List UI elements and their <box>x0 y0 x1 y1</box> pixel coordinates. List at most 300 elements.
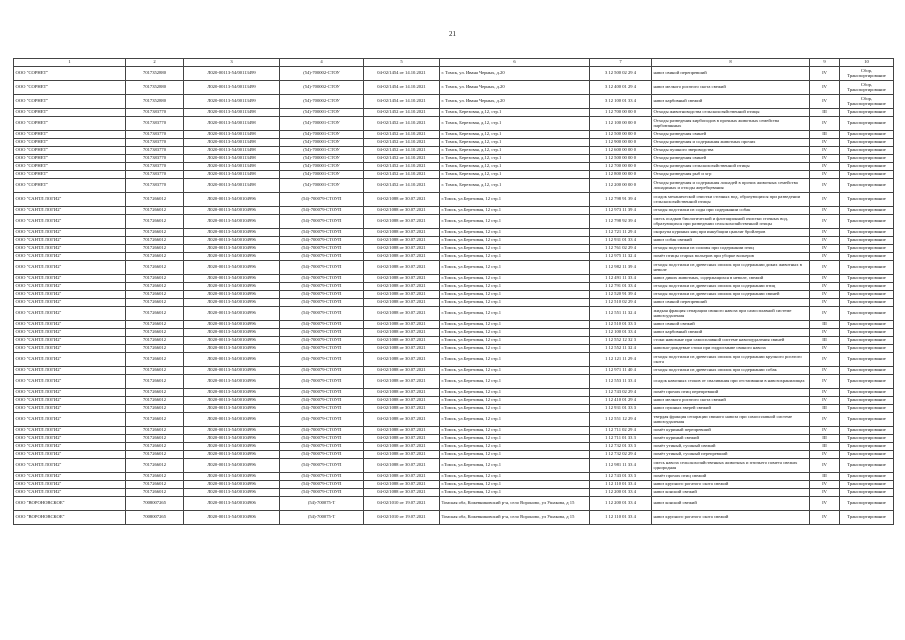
inn-cell: 7008007265 <box>126 497 184 511</box>
address-cell: г.Томск, ул.Березовая, 12 стр.1 <box>440 207 590 215</box>
license-number-cell: Л020-00113-54/00104996 <box>184 353 280 367</box>
order-cell: 04-02/1088 от 30.07.2021 <box>364 245 440 253</box>
org-name-cell: ООО "САНТЛ ЛОГИ2" <box>14 245 126 253</box>
hazard-class-cell: IV <box>810 261 840 275</box>
address-cell: г. Томск, Березовая, д.12, стр.1 <box>440 117 590 131</box>
fkko-code-cell: 1 12 520 91 39 4 <box>590 291 652 299</box>
hazard-class-cell: III <box>810 405 840 413</box>
column-number-cell: 9 <box>810 59 840 67</box>
fkko-code-cell: 1 12 110 01 33 4 <box>590 481 652 489</box>
registry-number-cell: (54)-700001-СТОУ <box>280 179 364 193</box>
order-cell: 04-02/1088 от 30.07.2021 <box>364 367 440 375</box>
table-body <box>14 59 894 525</box>
table-row <box>14 193 894 207</box>
order-cell: 04-02/1452 от 14.10.2021 <box>364 155 440 163</box>
inn-cell: 7017383770 <box>126 139 184 147</box>
order-cell: 04-02/1088 от 30.07.2021 <box>364 435 440 443</box>
table-row <box>14 163 894 171</box>
fkko-code-cell: 1 12 551 11 32 4 <box>590 307 652 321</box>
order-cell: 04-02/1452 от 14.10.2021 <box>364 171 440 179</box>
order-cell: 04-02/1088 от 30.07.2021 <box>364 207 440 215</box>
inn-cell: 7017383770 <box>126 155 184 163</box>
hazard-class-cell: IV <box>810 95 840 109</box>
hazard-class-cell: III <box>810 473 840 481</box>
address-cell: г.Томск, ул.Березовая, 12 стр.1 <box>440 481 590 489</box>
license-number-cell: Л020-00113-54/00104996 <box>184 451 280 459</box>
hazard-class-cell: III <box>810 337 840 345</box>
license-number-cell: Л020-00113-54/00104996 <box>184 229 280 237</box>
order-cell: 04-02/1452 от 14.10.2021 <box>364 109 440 117</box>
license-number-cell: Л020-00113-54/00104996 <box>184 245 280 253</box>
table-row <box>14 253 894 261</box>
table-row <box>14 367 894 375</box>
table-row <box>14 481 894 489</box>
hazard-class-cell: IV <box>810 207 840 215</box>
waste-name-cell: навоз пушных зверей свежий <box>652 405 810 413</box>
activity-cell: Транспортирование <box>840 117 894 131</box>
org-name-cell: ООО "САНТЛ ЛОГИ2" <box>14 489 126 497</box>
order-cell: 04-02/1088 от 30.07.2021 <box>364 473 440 481</box>
license-number-cell: Л020-00113-54/00104996 <box>184 329 280 337</box>
org-name-cell: ООО "САНТЛ ЛОГИ2" <box>14 397 126 405</box>
order-cell: 04-02/1088 от 30.07.2021 <box>364 237 440 245</box>
inn-cell: 7017266012 <box>126 345 184 353</box>
table-row <box>14 473 894 481</box>
waste-name-cell: навоз свиной свежий <box>652 321 810 329</box>
registry-number-cell: (54)-700079-СТОУП <box>280 207 364 215</box>
inn-cell: 7017266012 <box>126 207 184 215</box>
registry-number-cell: (54)-700079-СТОУП <box>280 353 364 367</box>
org-name-cell: ООО "САНТЛ ЛОГИ2" <box>14 481 126 489</box>
license-number-cell: Л020-00113-54/00104996 <box>184 473 280 481</box>
hazard-class-cell: IV <box>810 117 840 131</box>
activity-cell: Транспортирование <box>840 163 894 171</box>
table-row <box>14 299 894 307</box>
org-name-cell: ООО "САНТЛ ЛОГИ2" <box>14 443 126 451</box>
activity-cell: Транспортирование <box>840 193 894 207</box>
fkko-code-cell: 1 12 510 02 29 4 <box>590 299 652 307</box>
registry-number-cell: (54)-700001-СТОУ <box>280 155 364 163</box>
waste-name-cell: Отходы разведения и содержания лошадей в прочих животных семейства лошадиных и отходы жеребцевания <box>652 179 810 193</box>
fkko-code-cell: 1 12 700 00 00 0 <box>590 109 652 117</box>
column-number-cell: 2 <box>126 59 184 67</box>
license-number-cell: Л020-00113-54/00113499 <box>184 81 280 95</box>
inn-cell: 7017266012 <box>126 375 184 389</box>
fkko-code-cell: 1 12 743 02 29 4 <box>590 389 652 397</box>
address-cell: г.Томск, ул.Березовая, 12 стр.1 <box>440 307 590 321</box>
address-cell: г.Томск, ул.Березовая, 12 стр.1 <box>440 291 590 299</box>
activity-cell: Транспортирование <box>840 299 894 307</box>
table-row <box>14 459 894 473</box>
hazard-class-cell: IV <box>810 193 840 207</box>
waste-name-cell: Отходы разведения сельскохозяйственной птицы <box>652 163 810 171</box>
inn-cell: 7017266012 <box>126 321 184 329</box>
org-name-cell: ООО "САНТЛ ЛОГИ2" <box>14 229 126 237</box>
waste-name-cell: осадок механической очистки сточных вод, образующихся при разведении сельскохозяйственной птицы <box>652 193 810 207</box>
column-number-cell: 6 <box>440 59 590 67</box>
activity-cell: Транспортирование <box>840 253 894 261</box>
registry-number-cell: (54)-700079-СТОУП <box>280 253 364 261</box>
table-row <box>14 109 894 117</box>
license-number-cell: Л020-00113-54/00104996 <box>184 207 280 215</box>
license-number-cell: Л020-00113-54/00104996 <box>184 427 280 435</box>
org-name-cell: ООО "САНТЛ ЛОГИ2" <box>14 353 126 367</box>
activity-cell: Сбор, Транспортирование <box>840 95 894 109</box>
table-row <box>14 389 894 397</box>
activity-cell: Транспортирование <box>840 397 894 405</box>
hazard-class-cell: IV <box>810 427 840 435</box>
hazard-class-cell: IV <box>810 67 840 81</box>
waste-name-cell: навоз мелкого рогатого скота свежий <box>652 397 810 405</box>
column-number-cell: 8 <box>652 59 810 67</box>
waste-name-cell: Отходы разведения свиней <box>652 155 810 163</box>
registry-number-cell: (54)-700079-СТОУП <box>280 375 364 389</box>
order-cell: 04-02/1452 от 14.10.2021 <box>364 139 440 147</box>
page-number: 21 <box>449 30 456 38</box>
activity-cell: Транспортирование <box>840 329 894 337</box>
license-number-cell: Л020-00113-54/00113498 <box>184 109 280 117</box>
inn-cell: 7017266012 <box>126 443 184 451</box>
inn-cell: 7017383770 <box>126 171 184 179</box>
registry-number-cell: (54)-700001-СТОУ <box>280 163 364 171</box>
table-row <box>14 375 894 389</box>
order-cell: 04-02/1088 от 30.07.2021 <box>364 443 440 451</box>
waste-name-cell: навоз мелкого рогатого скота свежий <box>652 81 810 95</box>
order-cell: 04-02/1452 от 14.10.2021 <box>364 163 440 171</box>
hazard-class-cell: IV <box>810 147 840 155</box>
waste-name-cell: навоз диких животных, содержащихся в неволе, свежий <box>652 275 810 283</box>
inn-cell: 7017266012 <box>126 353 184 367</box>
order-cell: 04-02/1088 от 30.07.2021 <box>364 329 440 337</box>
hazard-class-cell: IV <box>810 389 840 397</box>
org-name-cell: ООО "САНТЛ ЛОГИ2" <box>14 329 126 337</box>
table-row <box>14 321 894 329</box>
activity-cell: Транспортирование <box>840 353 894 367</box>
license-number-cell: Л020-00113-54/00104996 <box>184 367 280 375</box>
org-name-cell: ООО "САНТЛ ЛОГИ2" <box>14 337 126 345</box>
table-row <box>14 139 894 147</box>
activity-cell: Транспортирование <box>840 237 894 245</box>
org-name-cell: ООО "СОРНЕТ" <box>14 131 126 139</box>
waste-name-cell: помёт куриный свежий <box>652 435 810 443</box>
order-cell: 04-02/1088 от 30.07.2021 <box>364 397 440 405</box>
activity-cell: Транспортирование <box>840 307 894 321</box>
address-cell: г. Томск, Березовая, д.12, стр.1 <box>440 109 590 117</box>
table-row <box>14 95 894 109</box>
org-name-cell: ООО "САНТЛ ЛОГИ2" <box>14 193 126 207</box>
inn-cell: 7017266012 <box>126 215 184 229</box>
waste-name-cell: навоз карбовный свежий <box>652 329 810 337</box>
license-number-cell: Л020-00113-54/00104996 <box>184 443 280 451</box>
registry-number-cell: (54)-700079-СТОУП <box>280 367 364 375</box>
org-name-cell: ООО "САНТЛ ЛОГИ2" <box>14 375 126 389</box>
order-cell: 04-02/1088 от 30.07.2021 <box>364 291 440 299</box>
table-row <box>14 229 894 237</box>
hazard-class-cell: IV <box>810 275 840 283</box>
registry-number-cell: (54)-700079-СТОУП <box>280 435 364 443</box>
license-number-cell: Л020-00113-54/00104996 <box>184 237 280 245</box>
address-cell: г.Томск, ул.Березовая, 12 стр.1 <box>440 473 590 481</box>
waste-name-cell: Отходы животноводства сельскохозяйственной птицы <box>652 109 810 117</box>
inn-cell: 7017266012 <box>126 337 184 345</box>
hazard-class-cell: IV <box>810 329 840 337</box>
order-cell: 04-02/1010 от 19.07.2021 <box>364 511 440 525</box>
org-name-cell: ООО "СОРНЕТ" <box>14 81 126 95</box>
inn-cell: 7017383770 <box>126 109 184 117</box>
fkko-code-cell: 1 12 975 11 32 4 <box>590 253 652 261</box>
activity-cell: Транспортирование <box>840 473 894 481</box>
fkko-code-cell: 1 12 931 01 33 3 <box>590 405 652 413</box>
activity-cell: Транспортирование <box>840 497 894 511</box>
table-row <box>14 179 894 193</box>
order-cell: 04-02/1088 от 30.07.2021 <box>364 481 440 489</box>
fkko-code-cell: 1 12 931 01 33 4 <box>590 237 652 245</box>
waste-name-cell: помёт прочих птиц перепревший <box>652 389 810 397</box>
fkko-code-cell: 1 12 981 11 33 4 <box>590 459 652 473</box>
waste-name-cell: отходы подстилки из древесных опилок при содержании собак <box>652 367 810 375</box>
inn-cell: 7017266012 <box>126 299 184 307</box>
license-number-cell: Л020-00113-54/00104996 <box>184 261 280 275</box>
order-cell: 04-02/1452 от 14.10.2021 <box>364 179 440 193</box>
activity-cell: Транспортирование <box>840 337 894 345</box>
address-cell: г.Томск, ул.Березовая, 12 стр.1 <box>440 275 590 283</box>
waste-name-cell: Отходы разведения свиней <box>652 131 810 139</box>
fkko-code-cell: 1 12 798 91 39 4 <box>590 193 652 207</box>
inn-cell: 7017383770 <box>126 179 184 193</box>
order-cell: 04-02/1088 от 30.07.2021 <box>364 193 440 207</box>
org-name-cell: ООО "САНТЛ ЛОГИ2" <box>14 207 126 215</box>
waste-name-cell: отходы подстилки из соломы при содержании птиц <box>652 245 810 253</box>
table-row <box>14 291 894 299</box>
address-cell: г.Томск, ул.Березовая, 12 стр.1 <box>440 215 590 229</box>
registry-number-cell: (54)-700001-СТОУ <box>280 147 364 155</box>
activity-cell: Транспортирование <box>840 147 894 155</box>
address-cell: г. Томск, Березовая, д.12, стр.1 <box>440 163 590 171</box>
address-cell: г. Томск, Березовая, д.12, стр.1 <box>440 155 590 163</box>
fkko-code-cell: 1 12 732 01 33 3 <box>590 443 652 451</box>
fkko-code-cell: 1 12 200 01 33 4 <box>590 497 652 511</box>
order-cell: 04-02/1452 от 14.10.2021 <box>364 147 440 155</box>
inn-cell: 7017383770 <box>126 147 184 155</box>
org-name-cell: ООО "СОРНЕТ" <box>14 171 126 179</box>
activity-cell: Транспортирование <box>840 215 894 229</box>
hazard-class-cell: IV <box>810 307 840 321</box>
order-cell: 04-02/1088 от 30.07.2021 <box>364 261 440 275</box>
table-row <box>14 345 894 353</box>
address-cell: г.Томск, ул.Березовая, 12 стр.1 <box>440 375 590 389</box>
registry-number-cell: (54)-700079-СТОУП <box>280 307 364 321</box>
org-name-cell: ООО "САНТЛ ЛОГИ2" <box>14 321 126 329</box>
hazard-class-cell: III <box>810 435 840 443</box>
activity-cell: Транспортирование <box>840 321 894 329</box>
fkko-code-cell: 1 12 100 00 00 0 <box>590 117 652 131</box>
license-number-cell: Л020-00113-54/00104996 <box>184 253 280 261</box>
fkko-code-cell: 1 12 732 02 29 4 <box>590 451 652 459</box>
fkko-code-cell: 1 12 500 00 00 0 <box>590 155 652 163</box>
inn-cell: 7017383770 <box>126 117 184 131</box>
order-cell: 04-02/1088 от 30.07.2021 <box>364 307 440 321</box>
activity-cell: Транспортирование <box>840 511 894 525</box>
table-row <box>14 275 894 283</box>
waste-name-cell: отходы подстилки из древесных опилок при содержании крупного рогатого скота <box>652 353 810 367</box>
hazard-class-cell: III <box>810 109 840 117</box>
registry-number-cell: (54)-700079-СТОУП <box>280 481 364 489</box>
waste-name-cell: помёт куриный перепревший <box>652 427 810 435</box>
order-cell: 04-02/1454 от 14.10.2021 <box>364 81 440 95</box>
table-row <box>14 329 894 337</box>
fkko-code-cell: 1 12 721 11 29 4 <box>590 229 652 237</box>
activity-cell: Транспортирование <box>840 229 894 237</box>
waste-name-cell: помёт прочих птиц свежий <box>652 473 810 481</box>
license-number-cell: Л020-00113-54/00104996 <box>184 435 280 443</box>
registry-number-cell: (54)-700002-СТОУ <box>280 81 364 95</box>
license-number-cell: Л020-00113-54/00104996 <box>184 299 280 307</box>
fkko-code-cell: 1 12 743 01 33 3 <box>590 473 652 481</box>
waste-name-cell: стоки навозные при самосплавной системе навозоудаления свиней <box>652 337 810 345</box>
registry-number-cell: (54)-700001-СТОУ <box>280 139 364 147</box>
waste-license-register-table <box>13 58 894 525</box>
license-number-cell: Л020-00113-54/00104996 <box>184 337 280 345</box>
order-cell: 04-02/1088 от 30.07.2021 <box>364 427 440 435</box>
table-row <box>14 435 894 443</box>
fkko-code-cell: 1 12 798 92 39 4 <box>590 215 652 229</box>
order-cell: 04-02/1088 от 30.07.2021 <box>364 451 440 459</box>
fkko-code-cell: 1 12 410 01 29 4 <box>590 397 652 405</box>
waste-name-cell: навоз крупного рогатого скота свежий <box>652 511 810 525</box>
table-row <box>14 451 894 459</box>
hazard-class-cell: IV <box>810 245 840 253</box>
column-number-row <box>14 59 894 67</box>
org-name-cell: ООО "САНТЛ ЛОГИ2" <box>14 253 126 261</box>
org-name-cell: ООО "САНТЛ ЛОГИ2" <box>14 367 126 375</box>
address-cell: г.Томск, ул.Березовая, 12 стр.1 <box>440 405 590 413</box>
hazard-class-cell: IV <box>810 367 840 375</box>
activity-cell: Транспортирование <box>840 481 894 489</box>
activity-cell: Транспортирование <box>840 427 894 435</box>
address-cell: г.Томск, ул.Березовая, 12 стр.1 <box>440 353 590 367</box>
registry-number-cell: (54)-700079-СТОУП <box>280 451 364 459</box>
registry-number-cell: (54)-700079-СТОУП <box>280 329 364 337</box>
hazard-class-cell: IV <box>810 283 840 291</box>
inn-cell: 7017352880 <box>126 81 184 95</box>
inn-cell: 7017266012 <box>126 427 184 435</box>
table-row <box>14 147 894 155</box>
address-cell: г.Томск, ул.Березовая, 12 стр.1 <box>440 193 590 207</box>
waste-name-cell: отходы подстилки из древесных опилок при содержании птиц <box>652 283 810 291</box>
order-cell: 04-02/1088 от 30.07.2021 <box>364 253 440 261</box>
address-cell: г. Томск, ул. Ивана Черных, д.20 <box>440 95 590 109</box>
org-name-cell: ООО "СОРНЕТ" <box>14 155 126 163</box>
inn-cell: 7017352880 <box>126 95 184 109</box>
hazard-class-cell: IV <box>810 489 840 497</box>
license-number-cell: Л020-00113-54/00104996 <box>184 291 280 299</box>
inn-cell: 7017266012 <box>126 413 184 427</box>
order-cell: 04-02/1088 от 30.07.2021 <box>364 321 440 329</box>
waste-name-cell: навоз свиной перепревший <box>652 67 810 81</box>
license-number-cell: Л020-00113-54/00104996 <box>184 459 280 473</box>
license-number-cell: Л020-00113-54/00104906 <box>184 511 280 525</box>
fkko-code-cell: 1 12 711 02 29 4 <box>590 427 652 435</box>
license-number-cell: Л020-00113-54/00113498 <box>184 117 280 131</box>
address-cell: Томская обл, Кожевниковский р-н, село Вороново, ул Ушакова, д 15 <box>440 511 590 525</box>
fkko-code-cell: 1 12 761 02 29 4 <box>590 245 652 253</box>
waste-name-cell: помёт птицы старых вольеров при уборке вольеров <box>652 253 810 261</box>
table-row <box>14 117 894 131</box>
inn-cell: 7017266012 <box>126 237 184 245</box>
order-cell: 04-02/1088 от 30.07.2021 <box>364 405 440 413</box>
column-number-cell: 7 <box>590 59 652 67</box>
order-cell: 04-02/1452 от 14.10.2021 <box>364 131 440 139</box>
hazard-class-cell: IV <box>810 497 840 511</box>
table-row <box>14 171 894 179</box>
table-row <box>14 207 894 215</box>
table-row <box>14 283 894 291</box>
license-number-cell: Л020-00113-54/00104996 <box>184 345 280 353</box>
activity-cell: Транспортирование <box>840 367 894 375</box>
waste-name-cell: помёт утиный, гусиный перепревший <box>652 451 810 459</box>
license-number-cell: Л020-00113-54/00104996 <box>184 321 280 329</box>
waste-name-cell: отходы подстилки из соды при содержании собак <box>652 207 810 215</box>
registry-number-cell: (54)-700079-СТОУП <box>280 389 364 397</box>
table-row <box>14 67 894 81</box>
address-cell: г.Томск, ул.Березовая, 12 стр.1 <box>440 345 590 353</box>
table-row <box>14 155 894 163</box>
waste-name-cell: отходы подстилки из древесных опилок при содержании диких животных в неволе <box>652 261 810 275</box>
license-number-cell: Л020-00113-54/00113498 <box>184 131 280 139</box>
activity-cell: Транспортирование <box>840 389 894 397</box>
license-number-cell: Л020-00113-54/00104996 <box>184 389 280 397</box>
fkko-code-cell: 1 12 700 00 00 0 <box>590 163 652 171</box>
order-cell: 04-02/1088 от 30.07.2021 <box>364 215 440 229</box>
order-cell: 04-02/1088 от 30.07.2021 <box>364 299 440 307</box>
hazard-class-cell: IV <box>810 511 840 525</box>
address-cell: г.Томск, ул.Березовая, 12 стр.1 <box>440 245 590 253</box>
hazard-class-cell: IV <box>810 237 840 245</box>
org-name-cell: ООО "СОРНЕТ" <box>14 147 126 155</box>
hazard-class-cell: IV <box>810 139 840 147</box>
hazard-class-cell: IV <box>810 291 840 299</box>
fkko-code-cell: 1 12 110 01 33 4 <box>590 511 652 525</box>
table-row <box>14 245 894 253</box>
registry-number-cell: (54)-700079-СТОУП <box>280 275 364 283</box>
fkko-code-cell: 1 12 553 11 33 4 <box>590 375 652 389</box>
license-number-cell: Л020-00113-54/00113499 <box>184 95 280 109</box>
fkko-code-cell: 1 12 711 01 33 3 <box>590 435 652 443</box>
inn-cell: 7017266012 <box>126 329 184 337</box>
column-number-cell: 3 <box>184 59 280 67</box>
hazard-class-cell: III <box>810 321 840 329</box>
hazard-class-cell: IV <box>810 155 840 163</box>
inn-cell: 7017266012 <box>126 489 184 497</box>
order-cell: 04-02/1088 от 30.07.2021 <box>364 389 440 397</box>
inn-cell: 7017266012 <box>126 397 184 405</box>
table-row <box>14 337 894 345</box>
registry-number-cell: (54)-700079-СТОУП <box>280 443 364 451</box>
org-name-cell: ООО "САНТЛ ЛОГИ2" <box>14 459 126 473</box>
waste-name-cell: Отходы разведения кирбоподов в прочных животных семейства парбовзянных <box>652 117 810 131</box>
hazard-class-cell: IV <box>810 459 840 473</box>
license-number-cell: Л020-00113-54/00113498 <box>184 147 280 155</box>
registry-number-cell: (54)-700079-СТОУП <box>280 337 364 345</box>
org-name-cell: ООО "САНТЛ ЛОГИ2" <box>14 261 126 275</box>
license-number-cell: Л020-00113-54/00104906 <box>184 497 280 511</box>
fkko-code-cell: 1 12 500 00 00 0 <box>590 131 652 139</box>
address-cell: г. Томск, ул. Ивана Черных, д.20 <box>440 67 590 81</box>
activity-cell: Транспортирование <box>840 245 894 253</box>
waste-name-cell: смесь навоза сельскохозяйственных животных и птичьего помета свежих однородная <box>652 459 810 473</box>
waste-name-cell: Отходы разведения рыб и хгр <box>652 171 810 179</box>
address-cell: г.Томск, ул.Березовая, 12 стр.1 <box>440 397 590 405</box>
